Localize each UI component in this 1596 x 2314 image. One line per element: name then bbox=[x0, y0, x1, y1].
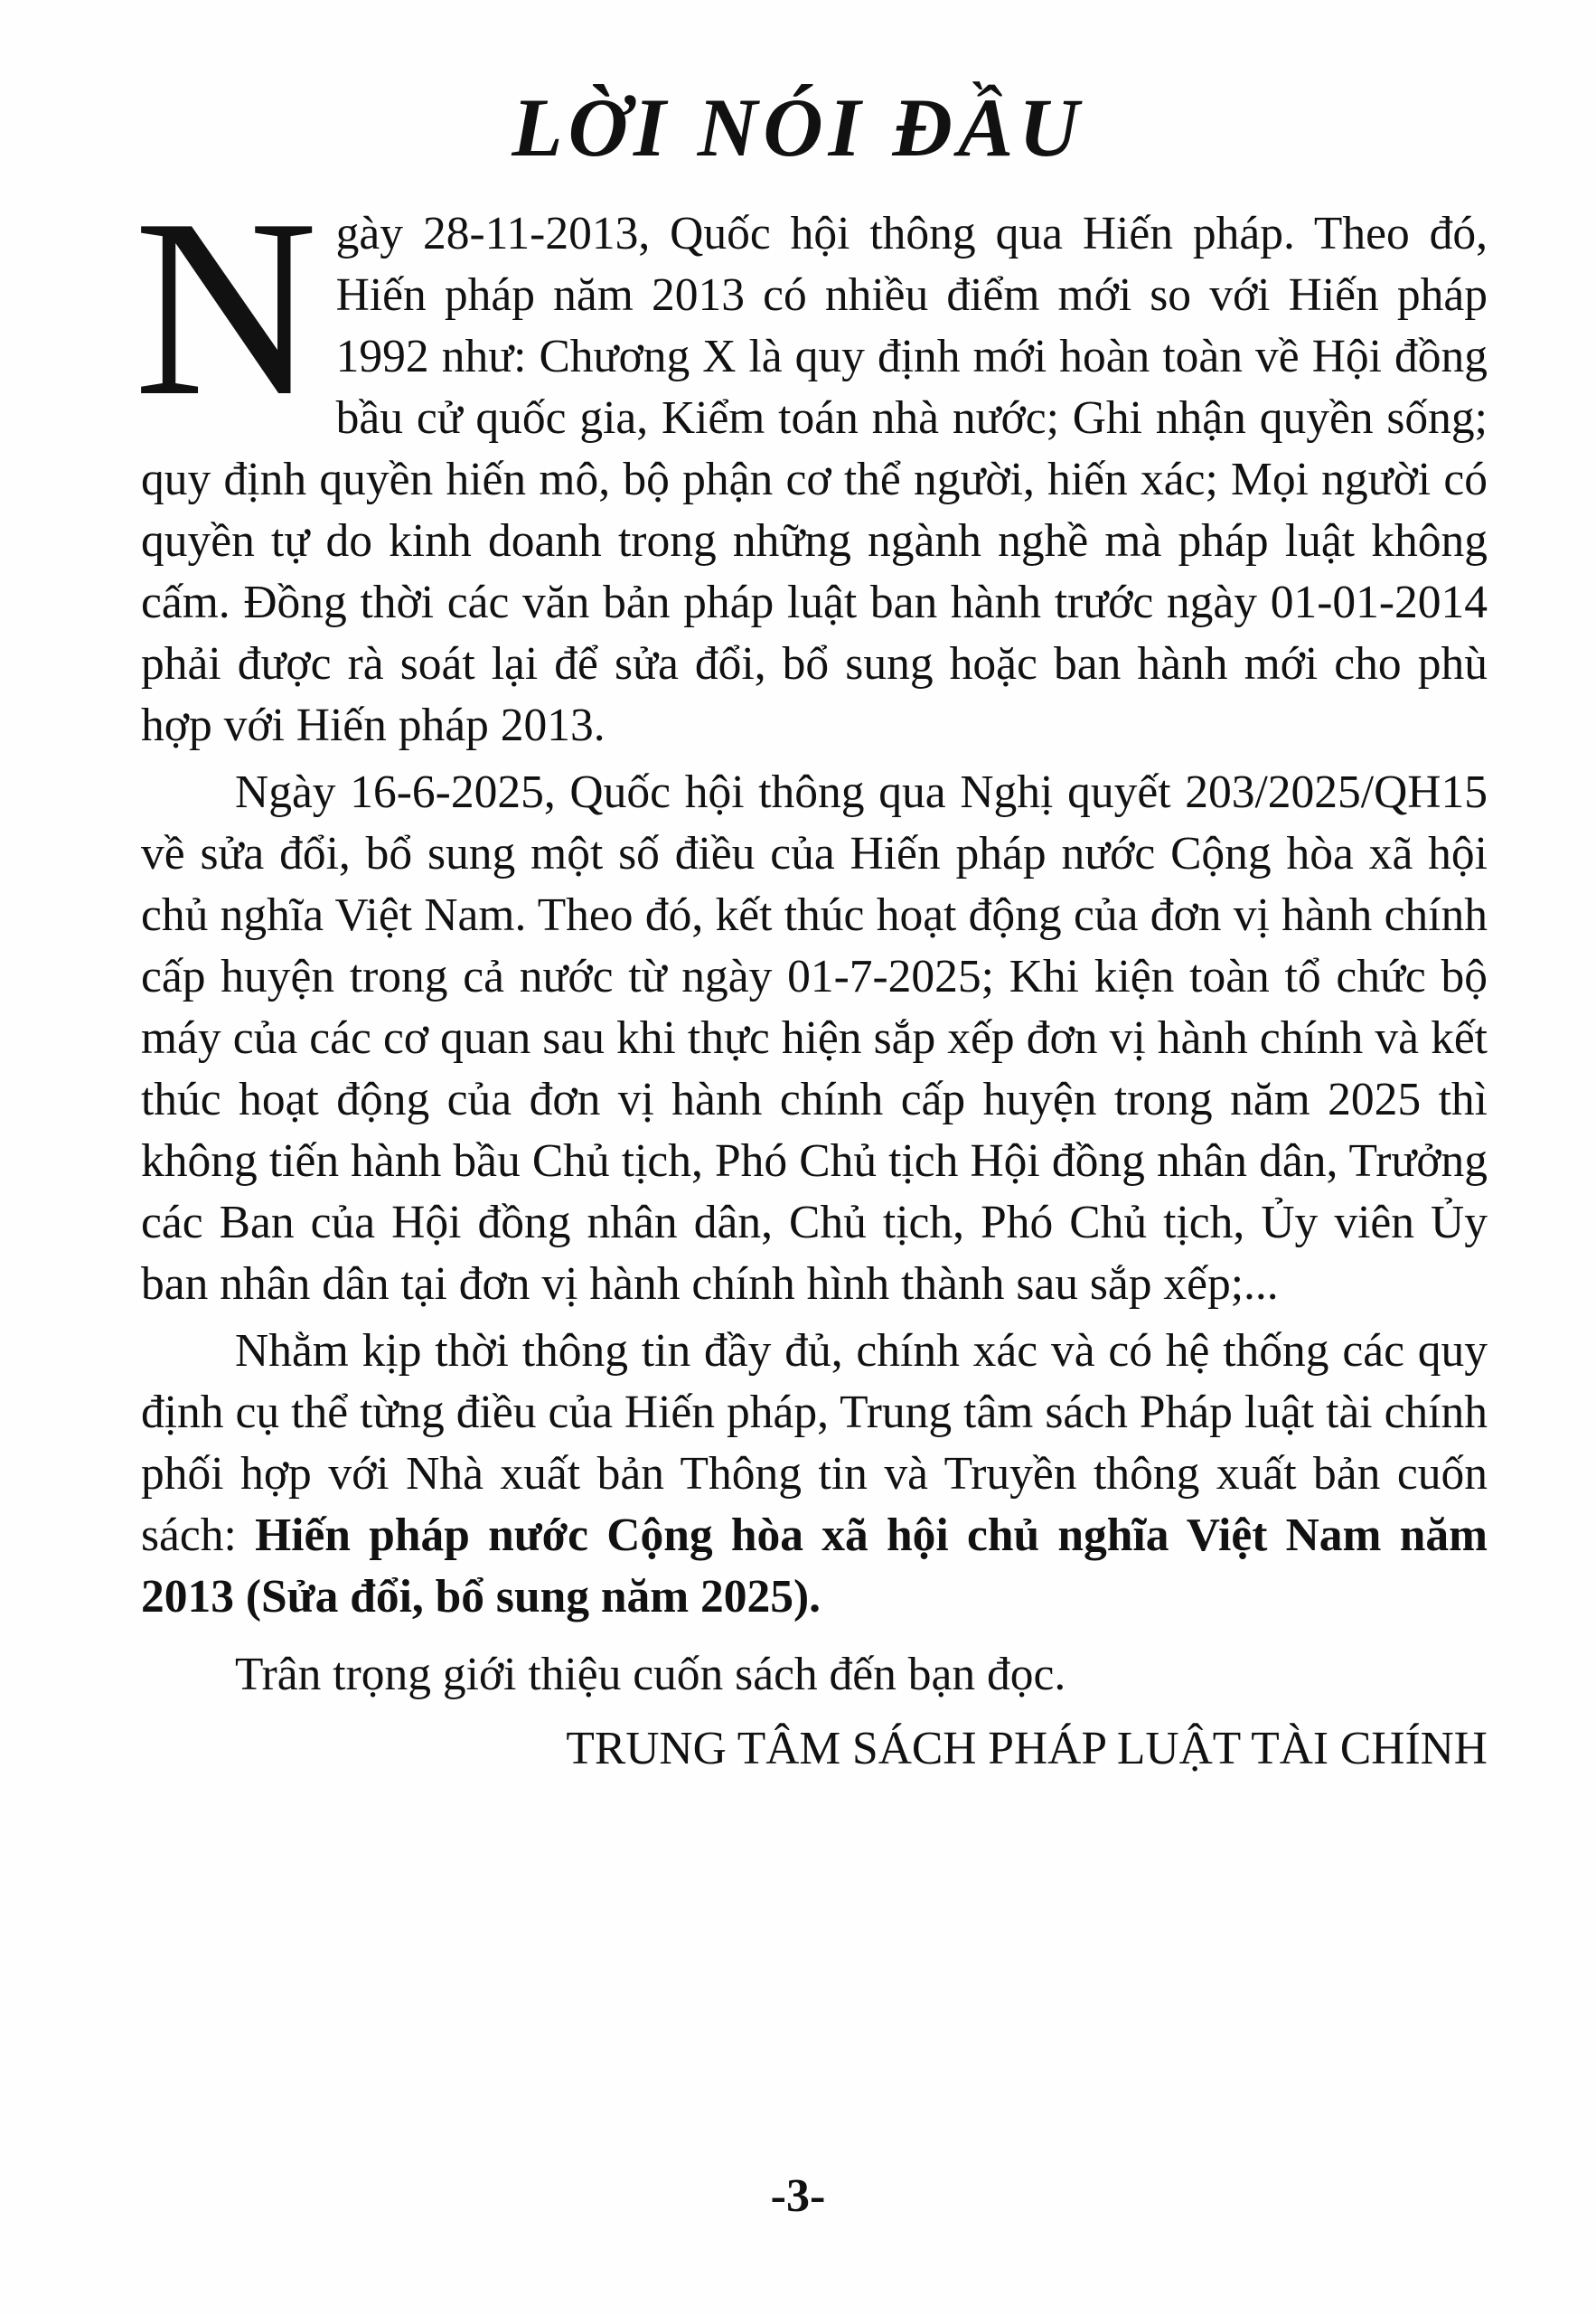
document-body bbox=[134, 166, 1488, 1780]
paragraph-3-text: Nhằm kịp thời thông tin đầy đủ, chính xác và có hệ thống các quy định cụ thể từng điều của Hiến pháp, Trung tâm sách Pháp luật tài chính phối hợp với Nhà xuất bản Thông tin và Truyền thông xuất bản cuốn sách: bbox=[141, 1325, 1488, 1561]
paragraph-3 bbox=[141, 1321, 1488, 1628]
paragraph-1 bbox=[134, 166, 1488, 757]
book-title: Hiến pháp nước Cộng hòa xã hội chủ nghĩa Việt Nam năm 2013 (Sửa đổi, bổ sung năm 2025). bbox=[141, 1510, 1488, 1623]
paragraph-2: Ngày 16-6-2025, Quốc hội thông qua Nghị quyết 203/2025/QH15 về sửa đổi, bổ sung một số điều của Hiến pháp nước Cộng hòa xã hội chủ nghĩa Việt Nam. Theo đó, kết thúc hoạt động của đơn vị hành chính cấp huyện trong cả nước từ ngày 01-7-2025; Khi kiện toàn tổ chức bộ máy của các cơ quan sau khi thực hiện sắp xếp đơn vị hành chính và kết thúc hoạt động của đơn vị hành chính cấp huyện trong năm 2025 thì không tiến hành bầu Chủ tịch, Phó Chủ tịch Hội đồng nhân dân, Trưởng các Ban của Hội đồng nhân dân, Chủ tịch, Phó Chủ tịch, Ủy viên Ủy ban nhân dân tại đơn vị hành chính hình thành sau sắp xếp;... bbox=[141, 767, 1488, 1310]
page-number: -3- bbox=[770, 2170, 826, 2222]
page-title: LỜI NÓI ĐẦU bbox=[512, 81, 1084, 174]
paragraph-1-text: gày 28-11-2013, Quốc hội thông qua Hiến pháp. Theo đó, Hiến pháp năm 2013 có nhiều điểm mới so với Hiến pháp 1992 như: Chương X là quy định mới hoàn toàn về Hội đồng bầu cử quốc gia, Kiểm toán nhà nước; Ghi nhận quyền sống; quy định quyền hiến mô, bộ phận cơ thể người, hiến xác; Mọi người có quyền tự do kinh doanh trong những ngành nghề mà pháp luật không cấm. Đồng thời các văn bản pháp luật ban hành trước ngày 01-01-2014 phải được rà soát lại để sửa đổi, bổ sung hoặc ban hành mới cho phù hợp với Hiến pháp 2013. bbox=[141, 208, 1488, 751]
drop-cap: N bbox=[134, 166, 318, 448]
intro-line: Trân trọng giới thiệu cuốn sách đến bạn đọc. bbox=[235, 1649, 1066, 1700]
signature: TRUNG TÂM SÁCH PHÁP LUẬT TÀI CHÍNH bbox=[566, 1723, 1488, 1774]
